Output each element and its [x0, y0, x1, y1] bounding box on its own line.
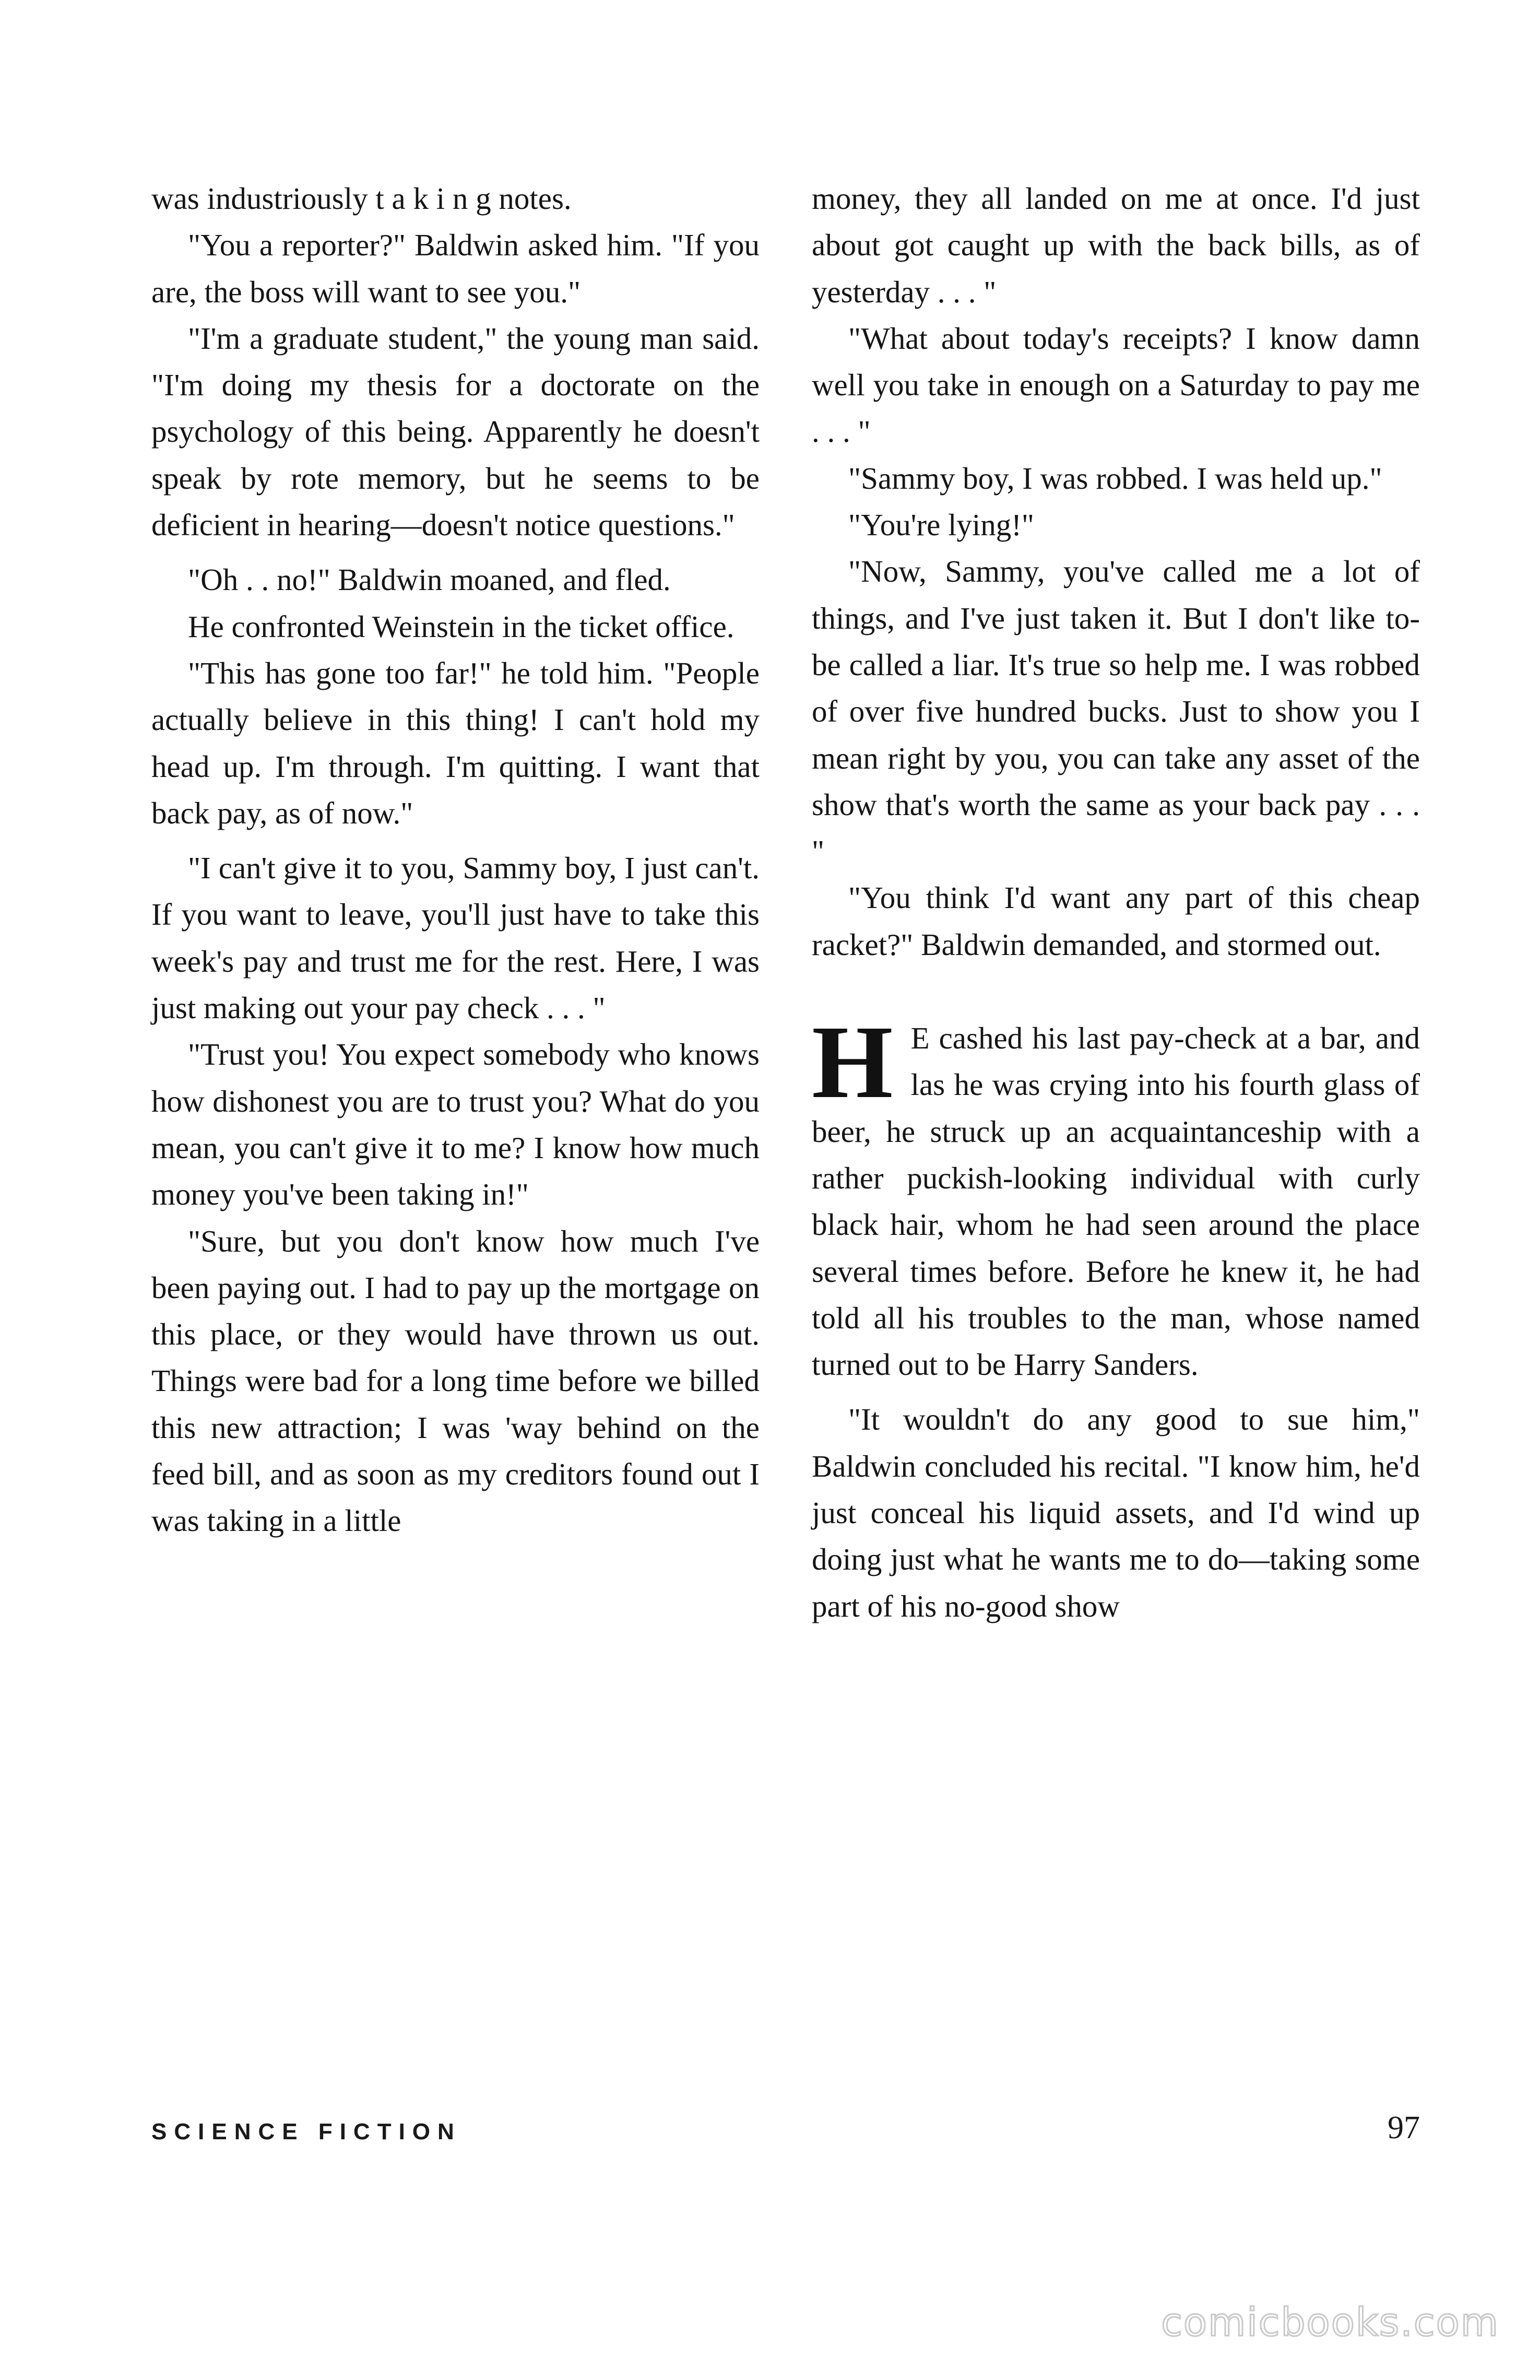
paragraph: "Trust you! You expect somebody who knows how dishonest you are to trust you? What do you mean, you can't give it to me? I know how much money you've been taking in!": [151, 1037, 760, 1212]
paragraph: money, they all landed on me at once. I'd just about got caught up with the back bills, as of yesterday . . . ": [812, 181, 1420, 309]
paragraph: He confronted Weinstein in the ticket office.: [188, 609, 735, 644]
watermark-logo: comicbooks.com: [1161, 2300, 1499, 2345]
drop-cap: H: [812, 1005, 893, 1121]
paragraph: "You think I'd want any part of this cheap racket?" Baldwin demanded, and stormed out.: [812, 880, 1420, 962]
paragraph: "What about today's receipts? I know damn well you take in enough on a Saturday to pay me . . . ": [812, 321, 1420, 449]
paragraph: "Sammy boy, I was robbed. I was held up.": [848, 461, 1382, 496]
paragraph: "Oh . . no!" Baldwin moaned, and fled.: [188, 562, 671, 597]
section-opening-text: E cashed his last pay-check at a bar, and las he was crying into his fourth glass of beer, he struck up an acquaintanceship with a rather puckish-looking individual with curly black hair, whom he had seen around the place several times before. Before he knew it, he had told all his troubles to the man, whose named turned out to be Harry Sanders.: [812, 1021, 1420, 1382]
page-number: 97: [1388, 2110, 1420, 2146]
section-break-space: [812, 968, 1420, 1015]
section-opening-paragraph: [812, 1005, 1420, 1388]
paragraph: "You a reporter?" Baldwin asked him. "If you are, the boss will want to see you.": [151, 228, 760, 309]
paragraph: "Now, Sammy, you've called me a lot of things, and I've just taken it. But I don't like to- be called a liar. It's true so help me. I was robbed of over five hundred bucks. Just to show you I mean right by you, you can take any asset of the show that's worth the same as your back pay . . . ": [812, 554, 1420, 869]
left-text-column: [151, 175, 760, 1545]
paragraph: "It wouldn't do any good to sue him," Baldwin concluded his recital. "I know him, he'd just conceal his liquid assets, and I'd wind up doing just what he wants me to do—taking some part of his no-good show: [812, 1402, 1420, 1623]
paragraph: "This has gone too far!" he told him. "People actually believe in this thing! I can't hold my head up. I'm through. I'm quitting. I want that back pay, as of now.": [151, 655, 760, 830]
paragraph: "I can't give it to you, Sammy boy, I just can't. If you want to leave, you'll just have to take this week's pay and trust me for the rest. Here, I was just making out your pay check . . . ": [151, 851, 760, 1026]
paragraph: was industriously t a k i n g notes.: [151, 181, 572, 216]
running-title: SCIENCE FICTION: [151, 2119, 461, 2145]
paragraph: "You're lying!": [848, 508, 1035, 543]
right-text-column: [812, 175, 1420, 1630]
paragraph: "I'm a graduate student," the young man said. "I'm doing my thesis for a doctorate on the psychology of this being. Apparently he doesn't speak by rote memory, but he seems to be deficient in hearing—doesn't notice questions.": [151, 321, 760, 543]
paragraph: "Sure, but you don't know how much I've been paying out. I had to pay up the mortgage on this place, or they would have thrown us out. Things were bad for a long time before we billed this new attraction; I was 'way behind on the feed bill, and as soon as my creditors found out I was taking in a little: [151, 1223, 760, 1538]
